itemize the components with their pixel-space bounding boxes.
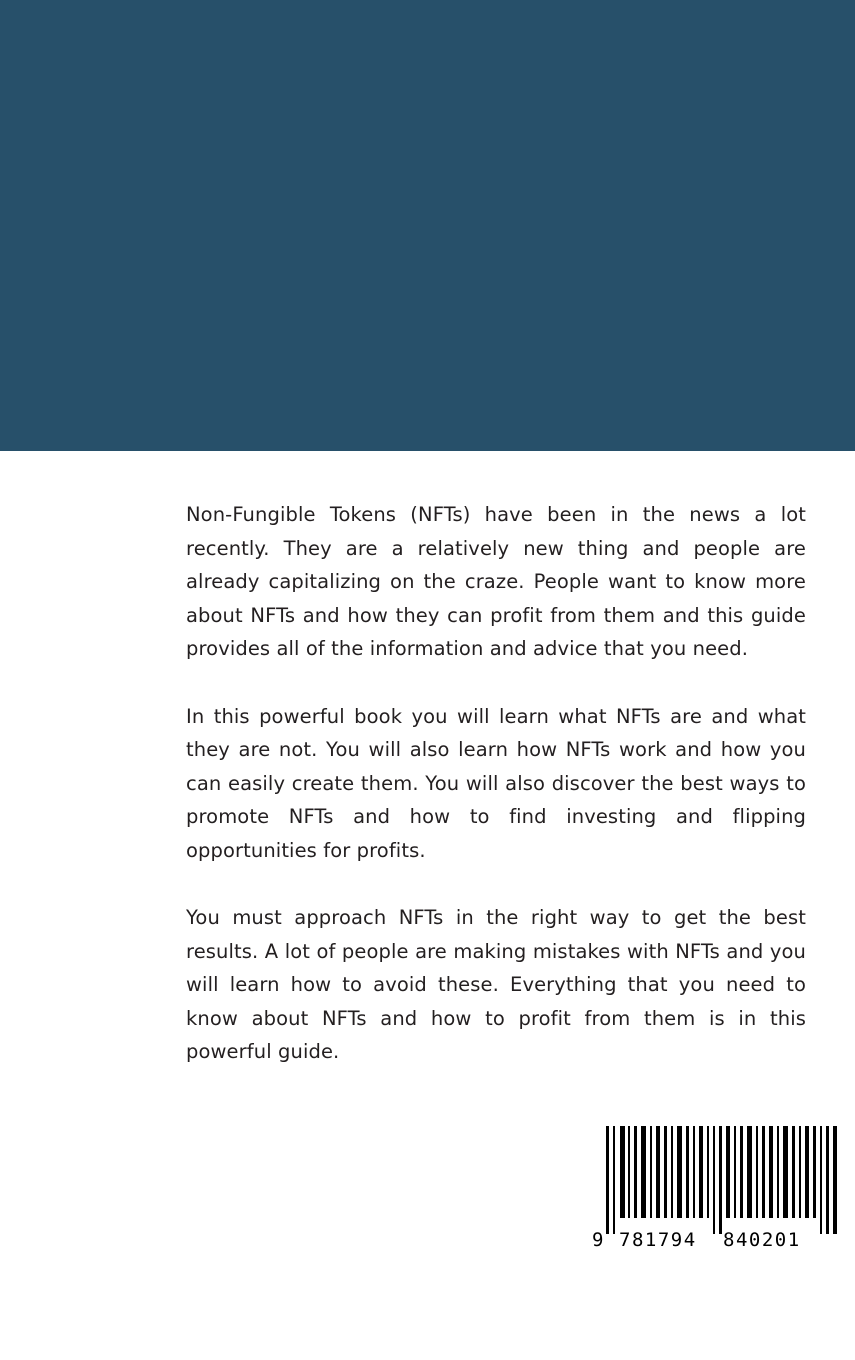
back-cover-blurb (186, 498, 806, 1069)
barcode-digits-left: 781794 (619, 1229, 697, 1251)
isbn-barcode (592, 1126, 840, 1261)
barcode-digits-right: 840201 (723, 1229, 801, 1251)
barcode-bars (592, 1126, 840, 1234)
barcode-digits (592, 1225, 840, 1255)
blurb-paragraph-2: In this powerful book you will learn what NFTs are and what they are not. You will also learn how NFTs work and how you can easily create them. You will also discover the best ways to promote NFTs and how to find investing and flipping opportunities for profits. (186, 704, 806, 862)
barcode-digit-prefix: 9 (592, 1229, 605, 1251)
cover-color-panel (0, 0, 855, 451)
blurb-paragraph-1: Non-Fungible Tokens (NFTs) have been in the news a lot recently. They are a relatively new thing and people are already capitalizing on the craze. People want to know more about NFTs and how they can profit from them and this guide provides all of the information and advice that you need. (186, 503, 806, 660)
blurb-paragraph-3: You must approach NFTs in the right way to get the best results. A lot of people are making mistakes with NFTs and you will learn how to avoid these. Everything that you need to know about NFTs and how to profit from them is in this powerful guide. (186, 906, 806, 1063)
